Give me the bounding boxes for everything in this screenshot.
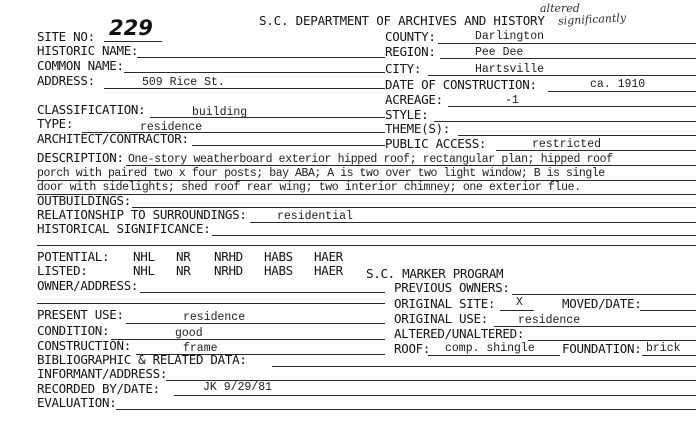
historical-significance-line-2: [37, 245, 696, 246]
bibliographic-label: BIBLIOGRAPHIC & RELATED DATA:: [37, 352, 247, 367]
present-use-label: PRESENT USE:: [37, 307, 124, 322]
construction-value: frame: [183, 342, 218, 355]
type-label: TYPE:: [37, 116, 74, 131]
roof-line: [428, 355, 560, 356]
historic-name-label: HISTORIC NAME:: [37, 43, 139, 58]
public-access-value: restricted: [532, 138, 602, 151]
altered-unaltered-label: ALTERED/UNALTERED:: [394, 326, 525, 341]
recorded-by-value: JK 9/29/81: [203, 381, 273, 394]
theme-line: [458, 135, 696, 136]
region-label: REGION:: [385, 44, 436, 59]
agency-title: S.C. DEPARTMENT OF ARCHIVES AND HISTORY: [259, 13, 545, 28]
owner-address-line-2: [37, 303, 385, 304]
description-line-1: One-story weatherboard exterior hipped roof; rectangular plan; hipped roof: [128, 153, 613, 166]
relationship-label: RELATIONSHIP TO SURROUNDINGS:: [37, 207, 247, 222]
condition-value: good: [175, 327, 203, 340]
bibliographic-line: [272, 366, 696, 367]
informant-label: INFORMANT/ADDRESS:: [37, 366, 168, 381]
potential-nrhd: NRHD: [214, 249, 243, 264]
address-line: [104, 88, 385, 89]
description-line-3-rule: [37, 194, 696, 195]
city-label: CITY:: [385, 61, 422, 76]
recorded-by-line: [174, 395, 696, 396]
foundation-label: FOUNDATION:: [562, 341, 642, 356]
acreage-line: [448, 106, 696, 107]
public-access-label: PUBLIC ACCESS:: [385, 136, 487, 151]
potential-habs: HABS: [264, 249, 293, 264]
recorded-by-label: RECORDED BY/DATE:: [37, 381, 160, 396]
owner-address-label: OWNER/ADDRESS:: [37, 278, 139, 293]
date-construction-label: DATE OF CONSTRUCTION:: [385, 77, 537, 92]
description-label: DESCRIPTION:: [37, 150, 124, 165]
description-line-1-rule: [126, 165, 696, 166]
county-label: COUNTY:: [385, 29, 436, 44]
county-value: Darlington: [475, 30, 545, 43]
relationship-value: residential: [277, 210, 353, 223]
present-use-value: residence: [183, 311, 246, 324]
classification-value: building: [192, 106, 248, 119]
evaluation-label: EVALUATION:: [37, 395, 117, 410]
site-no-value: 229: [109, 16, 153, 40]
theme-label: THEME(S):: [385, 121, 451, 136]
marker-program-label: S.C. MARKER PROGRAM: [366, 266, 504, 281]
roof-label: ROOF:: [394, 341, 431, 356]
evaluation-line: [116, 409, 696, 410]
historic-name-line: [137, 57, 385, 58]
site-no-underline: [104, 41, 162, 42]
foundation-line: [642, 355, 696, 356]
foundation-value: brick: [646, 342, 681, 355]
handwritten-note-line2: significantly: [557, 11, 627, 28]
acreage-value: -1: [505, 94, 519, 107]
owner-address-line: [140, 292, 385, 293]
original-use-value: residence: [518, 314, 581, 327]
handwritten-note-line1: altered: [540, 2, 580, 15]
date-construction-value: ca. 1910: [590, 78, 646, 91]
classification-label: CLASSIFICATION:: [37, 102, 146, 117]
classification-line: [150, 117, 385, 118]
city-line: [428, 75, 696, 76]
original-use-line: [494, 326, 696, 327]
site-no-label: SITE NO:: [37, 29, 95, 44]
type-value: residence: [140, 121, 203, 134]
listed-haer: HAER: [314, 263, 343, 278]
outbuildings-label: OUTBUILDINGS:: [37, 193, 131, 208]
original-site-line: [500, 310, 534, 311]
region-value: Pee Dee: [475, 46, 524, 59]
date-construction-line: [548, 91, 696, 92]
condition-label: CONDITION:: [37, 323, 110, 338]
original-site-value: X: [516, 296, 523, 309]
description-line-3: door with sidelights; shed roof rear wing; two interior chimney; one exterior flue.: [37, 181, 581, 194]
city-value: Hartsville: [475, 63, 545, 76]
construction-label: CONSTRUCTION:: [37, 338, 131, 353]
address-label: ADDRESS:: [37, 73, 95, 88]
region-line: [440, 58, 696, 59]
moved-date-label: MOVED/DATE:: [562, 296, 642, 311]
original-site-label: ORIGINAL SITE:: [394, 296, 496, 311]
address-value: 509 Rice St.: [142, 76, 225, 89]
style-label: STYLE:: [385, 107, 429, 122]
potential-nhl: NHL: [133, 249, 155, 264]
potential-haer: HAER: [314, 249, 343, 264]
listed-label: LISTED:: [37, 263, 88, 278]
potential-label: POTENTIAL:: [37, 249, 110, 264]
listed-nrhd: NRHD: [214, 263, 243, 278]
architect-line: [192, 145, 385, 146]
historical-significance-line: [212, 235, 696, 236]
moved-date-line: [640, 310, 696, 311]
listed-nr: NR: [176, 263, 191, 278]
acreage-label: ACREAGE:: [385, 92, 443, 107]
style-line: [434, 121, 696, 122]
previous-owners-label: PREVIOUS OWNERS:: [394, 280, 510, 295]
description-line-2: porch with paired two x four posts; bay ABA; A is two over two light window; B is single: [37, 167, 605, 180]
common-name-line: [124, 72, 385, 73]
listed-habs: HABS: [264, 263, 293, 278]
condition-line: [111, 339, 385, 340]
present-use-line: [126, 323, 385, 324]
relationship-line: [250, 222, 696, 223]
architect-label: ARCHITECT/CONTRACTOR:: [37, 131, 189, 146]
common-name-label: COMMON NAME:: [37, 58, 124, 73]
previous-owners-line: [512, 294, 696, 295]
public-access-line: [496, 150, 696, 151]
historical-significance-label: HISTORICAL SIGNIFICANCE:: [37, 221, 211, 236]
potential-nr: NR: [176, 249, 191, 264]
roof-value: comp. shingle: [445, 342, 535, 355]
listed-nhl: NHL: [133, 263, 155, 278]
county-line: [438, 43, 696, 44]
original-use-label: ORIGINAL USE:: [394, 311, 488, 326]
